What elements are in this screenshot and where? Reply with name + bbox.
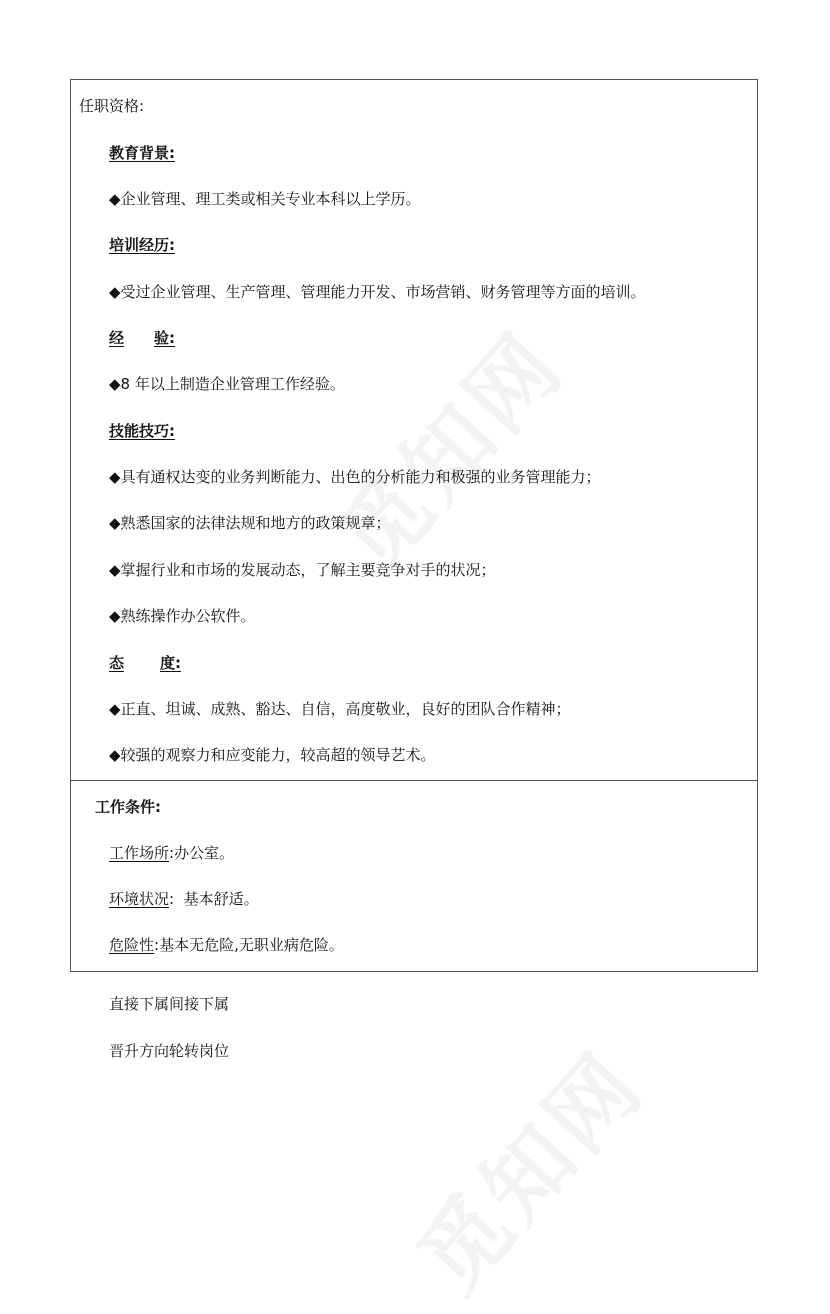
work-conditions-title: 工作条件: (95, 798, 161, 816)
training-item: ◆受过企业管理、生产管理、管理能力开发、市场营销、财务管理等方面的培训。 (109, 283, 646, 301)
training-heading: 培训经历: (109, 236, 175, 254)
attitude-item: ◆较强的观察力和应变能力，较高超的领导艺术。 (109, 746, 436, 764)
education-heading: 教育背景: (109, 144, 175, 162)
danger-value: :基本无危险,无职业病危险。 (154, 936, 344, 954)
skills-heading: 技能技巧: (109, 422, 175, 440)
attitude-item: ◆正直、坦诚、成熟、豁达、自信，高度敬业，良好的团队合作精神； (109, 700, 571, 718)
experience-heading-part1: 经 (109, 329, 125, 347)
work-place-value: :办公室。 (169, 844, 235, 862)
environment-row (109, 889, 259, 909)
experience-item: ◆8 年以上制造企业管理工作经验。 (109, 375, 345, 393)
skills-item: ◆熟练操作办公软件。 (109, 607, 256, 625)
skills-item: ◆具有通权达变的业务判断能力、出色的分析能力和极强的业务管理能力； (109, 468, 601, 486)
experience-heading-part2: 验: (154, 329, 176, 347)
environment-label: 环境状况 (109, 890, 170, 908)
skills-item: ◆熟悉国家的法律法规和地方的政策规章； (109, 514, 391, 532)
subordinates-line: 直接下属间接下属 (109, 995, 230, 1013)
experience-heading (109, 328, 181, 348)
education-item: ◆企业管理、理工类或相关专业本科以上学历。 (109, 190, 421, 208)
attitude-heading-part1: 态 (109, 654, 125, 672)
work-place-row (109, 843, 234, 863)
qualifications-title: 任职资格: (79, 97, 145, 115)
skills-item: ◆掌握行业和市场的发展动态，了解主要竞争对手的状况； (109, 561, 496, 579)
watermark (385, 1020, 667, 1314)
danger-label: 危险性 (109, 936, 155, 954)
work-place-label: 工作场所 (109, 844, 170, 862)
attitude-heading (109, 653, 181, 673)
attitude-heading-part2: 度: (160, 654, 182, 672)
promotion-line: 晋升方向轮转岗位 (109, 1042, 230, 1060)
danger-row (109, 935, 344, 955)
environment-value: : 基本舒适。 (169, 890, 259, 908)
